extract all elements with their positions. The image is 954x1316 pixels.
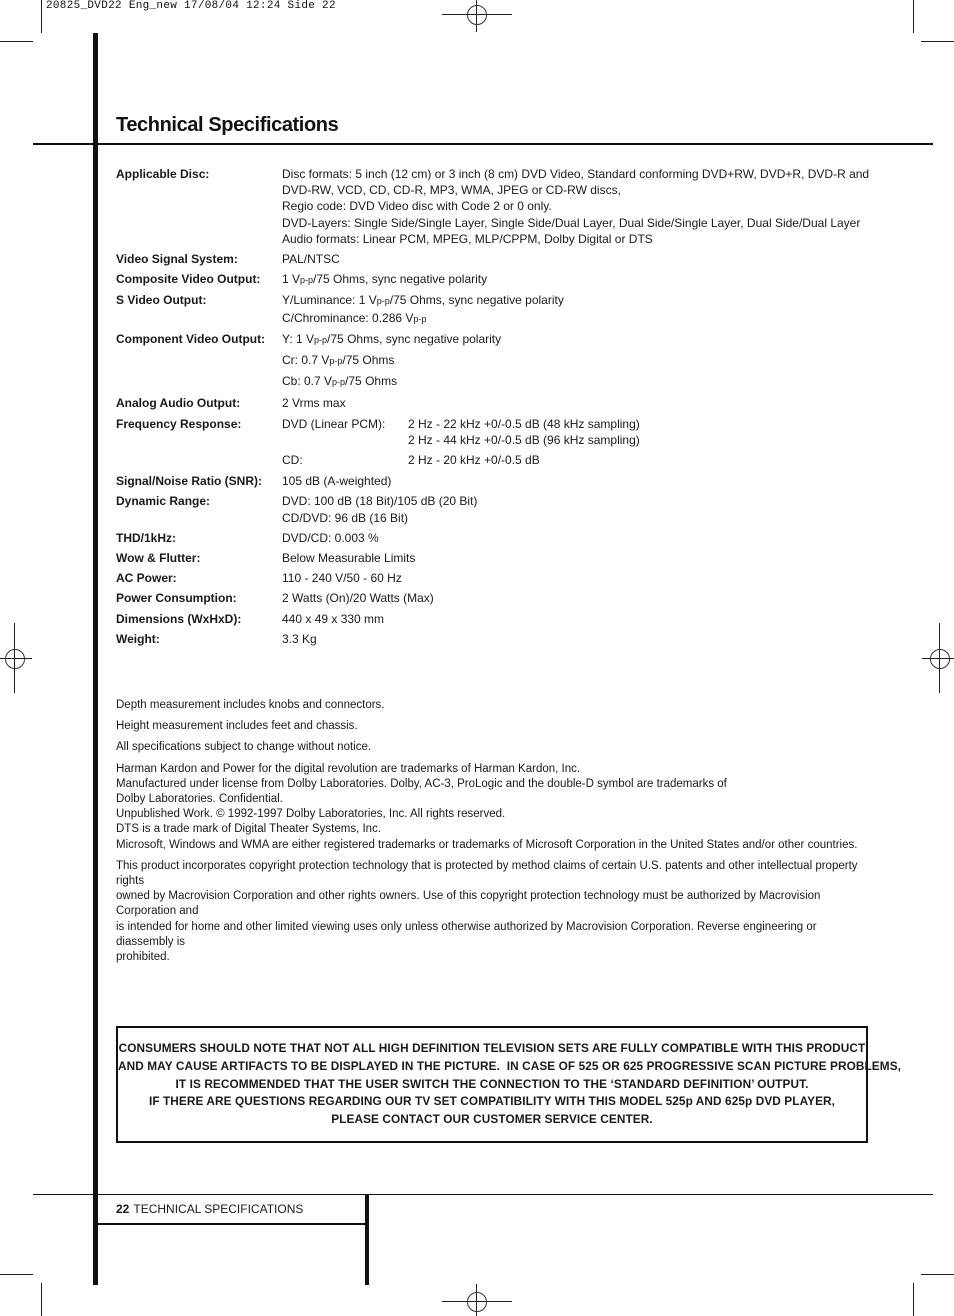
spec-label: Signal/Noise Ratio (SNR): (116, 474, 263, 489)
spec-value (282, 271, 876, 288)
spec-row-applicable-disc (116, 166, 876, 247)
spec-line: Audio formats: Linear PCM, MPEG, MLP/CPPM, Dolby Digital or DTS (282, 231, 653, 246)
spec-line (282, 292, 876, 309)
spec-line: Disc formats: 5 inch (12 cm) or 3 inch (8 cm) DVD Video, Standard conforming DVD+RW, DVD+R, DVD-R and (282, 167, 870, 181)
value-text: /75 Ohms, sync negative polarity (327, 331, 502, 346)
spec-label: Frequency Response: (116, 416, 242, 431)
page-footer (116, 1202, 303, 1216)
title-rule (33, 143, 933, 145)
spec-line: 2 Hz - 44 kHz +0/-0.5 dB (96 kHz sampling) (408, 432, 640, 447)
spec-table (116, 166, 876, 647)
freq-values (408, 416, 640, 448)
value-text: Y: 1 V (282, 331, 315, 346)
spec-row-thd (116, 530, 876, 546)
notice-line: IF THERE ARE QUESTIONS REGARDING OUR TV SET COMPATIBILITY WITH THIS MODEL 525p AND 625p DVD PLAYER, (148, 1094, 836, 1109)
value-subscript: p-p (376, 296, 390, 307)
spec-label: Power Consumption: (116, 591, 237, 606)
spec-line: CD/DVD: 96 dB (16 Bit) (282, 510, 409, 525)
note-depth: Depth measurement includes knobs and connectors. (116, 699, 385, 711)
crop-mark (0, 41, 33, 42)
value-text: Cb: 0.7 V (282, 374, 333, 389)
spec-row-power-consumption (116, 590, 876, 606)
spec-value: 2 Watts (On)/20 Watts (Max) (282, 591, 434, 606)
value-text: /75 Ohms, sync negative polarity (389, 293, 564, 308)
spec-label: S Video Output: (116, 293, 207, 308)
spec-label: Wow & Flutter: (116, 551, 201, 566)
freq-group-cd (282, 452, 876, 468)
registration-mark-icon (5, 649, 25, 669)
spec-line (282, 310, 876, 327)
note-line: Microsoft, Windows and WMA are either registered trademarks or trademarks of Microsoft Corporation in the United States and/or other countries. (116, 838, 858, 851)
value-text: /75 Ohms (345, 374, 398, 389)
spec-row-composite-video (116, 271, 876, 288)
spec-value (282, 331, 876, 391)
notice-line: CONSUMERS SHOULD NOTE THAT NOT ALL HIGH DEFINITION TELEVISION SETS ARE FULLY COMPATIBLE WITH THIS PRODUCT (118, 1041, 866, 1055)
spec-value: DVD/CD: 0.003 % (282, 530, 379, 545)
spec-label: THD/1kHz: (116, 530, 177, 545)
spec-line: Regio code: DVD Video disc with Code 2 or 0 only. (282, 199, 552, 214)
crop-mark (913, 1283, 914, 1316)
macrovision-notice (116, 859, 876, 965)
note-line: Dolby Laboratories. Confidential. (116, 793, 283, 806)
value-subscript: p-p (329, 356, 343, 367)
value-subscript: p-p (332, 377, 346, 388)
note-line: DTS is a trade mark of Digital Theater Systems, Inc. (116, 823, 382, 836)
value-subscript: p-p (413, 313, 427, 324)
spec-value: 440 x 49 x 330 mm (282, 611, 385, 626)
crop-mark (921, 1274, 954, 1275)
spec-row-video-signal-system (116, 251, 876, 267)
spec-line: DVD-Layers: Single Side/Single Layer, Single Side/Dual Layer, Dual Side/Single Layer, Dual Side/Dual Layer (282, 215, 861, 230)
registration-mark-icon (467, 1292, 487, 1312)
hdtv-notice-box (116, 1026, 902, 1143)
spec-row-s-video (116, 292, 876, 326)
crop-mark (41, 0, 42, 33)
note-line: This product incorporates copyright protection technology that is protected by method claims of certain U.S. patents and other intellectual property rights (116, 859, 858, 888)
value-text: /75 Ohms (342, 353, 395, 368)
spec-value (282, 292, 876, 326)
notice-line: IT IS RECOMMENDED THAT THE USER SWITCH THE CONNECTION TO THE ‘STANDARD DEFINITION’ OUTPUT. (175, 1076, 809, 1091)
spec-value: 110 - 240 V/50 - 60 Hz (282, 571, 402, 586)
left-margin-bar (93, 33, 98, 1285)
freq-key: CD: (282, 453, 303, 468)
page-number: 22 (116, 1202, 130, 1216)
spec-line: 2 Hz - 22 kHz +0/-0.5 dB (48 kHz sampling) (408, 416, 640, 431)
freq-group-dvd (282, 416, 876, 448)
value-text: /75 Ohms, sync negative polarity (313, 272, 488, 287)
spec-line: DVD: 100 dB (18 Bit)/105 dB (20 Bit) (282, 494, 478, 509)
spec-row-frequency-response (116, 416, 876, 469)
spec-row-component-video (116, 331, 876, 391)
spec-line: 2 Hz - 20 kHz +0/-0.5 dB (408, 453, 540, 468)
spec-row-weight (116, 631, 876, 647)
note-line: Manufactured under license from Dolby Laboratories. Dolby, AC-3, ProLogic and the double-D symbol are trademarks of (116, 777, 727, 790)
notice-line: AND MAY CAUSE ARTIFACTS TO BE DISPLAYED IN THE PICTURE. IN CASE OF 525 OR 625 PROGRESSIVE SCAN PICTURE PROBLEMS, (118, 1058, 902, 1073)
footer-divider-bar (365, 1195, 369, 1285)
trademark-notice (116, 762, 876, 853)
note-line: is intended for home and other limited viewing uses only unless otherwise authorized by Macrovision Corporation. Reverse engineering or diassembly is (116, 920, 817, 948)
spec-value (282, 493, 876, 525)
spec-label: Component Video Output: (116, 331, 266, 346)
note-height: Height measurement includes feet and chassis. (116, 720, 358, 733)
spec-label: Applicable Disc: (116, 167, 210, 181)
note-line: prohibited. (116, 951, 170, 964)
spec-value (282, 416, 876, 469)
note-line: Harman Kardon and Power for the digital revolution are trademarks of Harman Kardon, Inc. (116, 762, 581, 775)
value-text: Cr: 0.7 V (282, 353, 330, 368)
footer-underline (98, 1223, 367, 1225)
spec-row-analog-audio (116, 395, 876, 411)
page-title: Technical Specifications (116, 114, 339, 136)
spec-label: AC Power: (116, 571, 177, 586)
spec-row-snr (116, 473, 876, 489)
notice-line: PLEASE CONTACT OUR CUSTOMER SERVICE CENTER. (331, 1112, 653, 1127)
spec-value: PAL/NTSC (282, 252, 340, 267)
note-line: Unpublished Work. © 1992-1997 Dolby Laboratories, Inc. All rights reserved. (116, 808, 506, 821)
spec-row-dimensions (116, 611, 876, 627)
registration-mark-icon (930, 649, 950, 669)
spec-value: 105 dB (A-weighted) (282, 474, 392, 489)
footer-rule (33, 1194, 933, 1195)
note-line: owned by Macrovision Corporation and other rights owners. Use of this copyright protection technology must be authorized by Macrovision Corporation and (116, 890, 821, 918)
spec-value (282, 166, 876, 247)
value-text: Y/Luminance: 1 V (282, 293, 377, 308)
crop-mark (913, 0, 914, 33)
spec-line (282, 373, 876, 390)
crop-mark (41, 1283, 42, 1316)
print-slug: 20825_DVD22 Eng_new 17/08/04 12:24 Side 22 (46, 0, 336, 12)
note-change: All specifications subject to change without notice. (116, 741, 372, 754)
spec-value: Below Measurable Limits (282, 551, 416, 566)
freq-key: DVD (Linear PCM): (282, 416, 386, 431)
footer-section-title: TECHNICAL SPECIFICATIONS (133, 1202, 304, 1216)
notes-section (116, 698, 876, 971)
spec-label: Weight: (116, 631, 160, 646)
value-text: C/Chrominance: 0.286 V (282, 310, 414, 325)
spec-row-wow-flutter (116, 550, 876, 566)
spec-row-ac-power (116, 570, 876, 586)
registration-mark-icon (467, 5, 487, 25)
crop-mark (0, 1274, 33, 1275)
spec-label: Dynamic Range: (116, 494, 211, 509)
spec-label: Analog Audio Output: (116, 396, 241, 411)
spec-label: Dimensions (WxHxD): (116, 611, 242, 626)
value-text: 1 V (282, 272, 301, 287)
spec-line: DVD-RW, VCD, CD, CD-R, MP3, WMA, JPEG or CD-RW discs, (282, 183, 621, 198)
spec-value: 3.3 Kg (282, 631, 317, 646)
spec-label: Composite Video Output: (116, 272, 261, 287)
hdtv-notice-text (118, 1040, 902, 1129)
spec-value: 2 Vrms max (282, 396, 346, 411)
spec-line (282, 352, 876, 369)
spec-row-dynamic-range (116, 493, 876, 525)
value-subscript: p-p (300, 275, 314, 286)
value-subscript: p-p (314, 334, 328, 345)
spec-line (282, 331, 876, 348)
spec-label: Video Signal System: (116, 252, 238, 267)
crop-mark (921, 41, 954, 42)
